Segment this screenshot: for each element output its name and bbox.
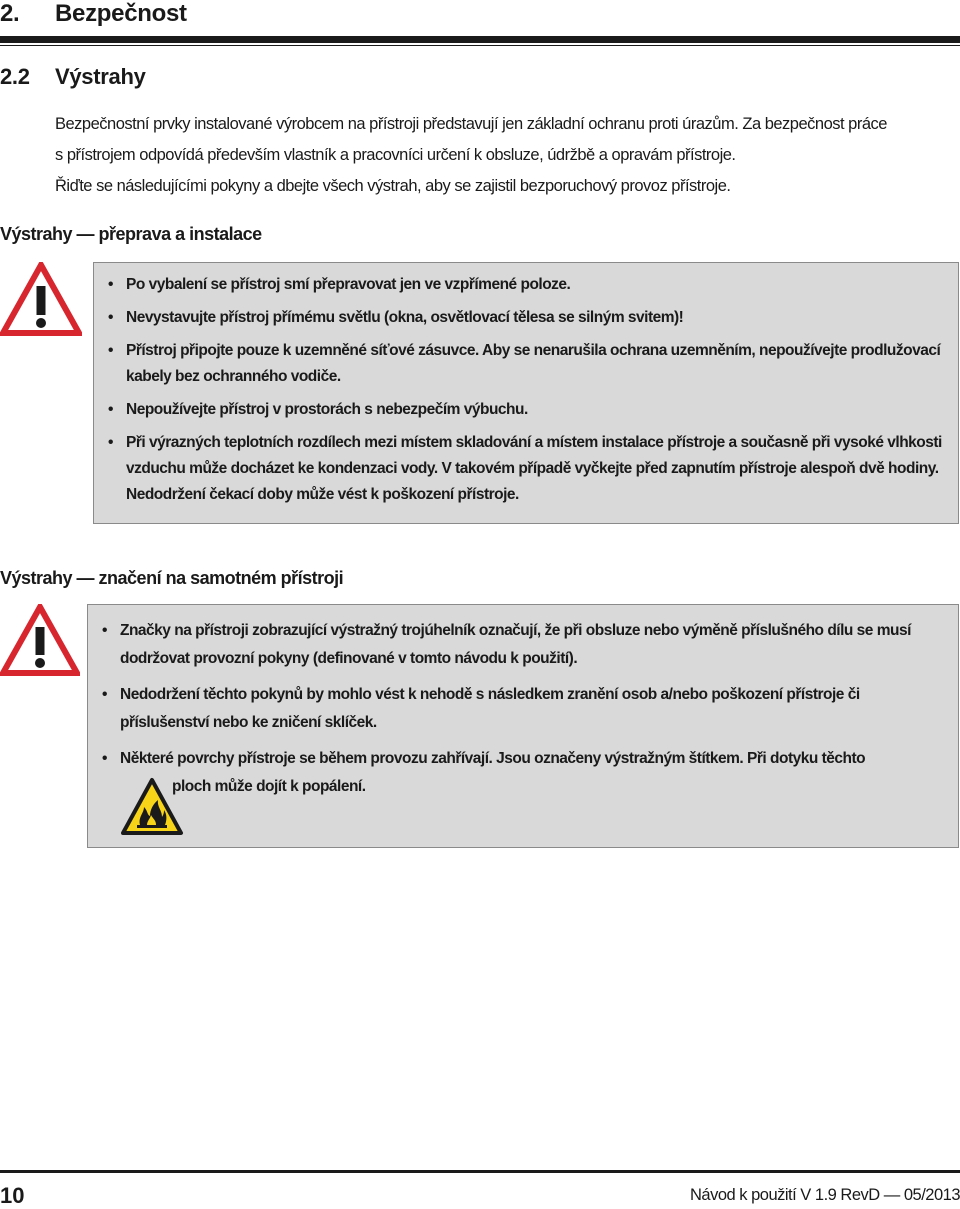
hot-surface-line1: Některé povrchy přístroje se během provozu zahřívají. Jsou označeny výstražným štítkem. Při dotyku těchto — [120, 750, 866, 767]
warning-triangle-icon — [0, 604, 80, 677]
list-item: • Nepoužívejte přístroj v prostorách s nebezpečím výbuchu. — [108, 397, 948, 423]
device-heading: Výstrahy — značení na samotném přístroji — [0, 568, 344, 588]
chapter-rule-thin — [0, 45, 960, 46]
intro-text — [55, 109, 960, 202]
chapter-number: 2. — [0, 0, 20, 27]
device-warning-list — [102, 617, 948, 801]
section-title-text: Výstrahy — [55, 64, 146, 89]
footer-rule — [0, 1170, 960, 1173]
list-item: • Po vybalení se přístroj smí přepravovat jen ve vzpřímené poloze. — [108, 272, 948, 298]
device-warning-box — [87, 604, 959, 848]
list-item: • Při výrazných teplotních rozdílech mezi místem skladování a místem instalace přístroje a současně při vysoké vlhkosti vzduchu může docházet ke kondenzaci vody. V takovém případě vyčkejte před zapnutím přístroje alespoň dvě hodiny. Nedodržení čekací doby může vést k poškození přístroje. — [108, 430, 948, 508]
transport-warning-list — [108, 272, 948, 508]
flammable-warning-icon — [120, 777, 184, 837]
chapter-rule — [0, 36, 960, 43]
transport-warning-box — [93, 262, 959, 524]
manual-version: Návod k použití V 1.9 RevD — 05/2013 — [690, 1186, 960, 1204]
chapter-title — [0, 0, 187, 28]
intro-line: Bezpečnostní prvky instalované výrobcem na přístroji představují jen základní ochranu proti úrazům. Za bezpečnost práce — [55, 115, 887, 133]
warning-triangle-icon — [0, 262, 82, 337]
page-number: 10 — [0, 1183, 25, 1208]
list-item-hot-surface — [102, 745, 948, 801]
section-title — [0, 64, 146, 90]
list-item: • Nedodržení těchto pokynů by mohlo vést k nehodě s následkem zranění osob a/nebo poškození přístroje či příslušenství nebo ke zničení sklíček. — [102, 681, 948, 737]
intro-line: Řiďte se následujícími pokyny a dbejte všech výstrah, aby se zajistil bezporuchový provoz přístroje. — [55, 177, 731, 195]
section-number: 2.2 — [0, 64, 30, 89]
transport-heading: Výstrahy — přeprava a instalace — [0, 224, 262, 244]
list-item: • Přístroj připojte pouze k uzemněné síťové zásuvce. Aby se nenarušila ochrana uzemněním, nepoužívejte prodlužovací kabely bez ochranného vodiče. — [108, 338, 948, 390]
chapter-title-text: Bezpečnost — [55, 0, 187, 27]
list-item: • Značky na přístroji zobrazující výstražný trojúhelník označují, že při obsluze nebo výměně příslušného dílu se musí dodržovat provozní pokyny (definované v tomto návodu k použití). — [102, 617, 948, 673]
list-item: • Nevystavujte přístroj přímému světlu (okna, osvětlovací tělesa se silným svitem)! — [108, 305, 948, 331]
hot-surface-line2: ploch může dojít k popálení. — [172, 778, 366, 795]
intro-line: s přístrojem odpovídá především vlastník a pracovníci určení k obsluze, údržbě a opravám přístroje. — [55, 146, 736, 164]
